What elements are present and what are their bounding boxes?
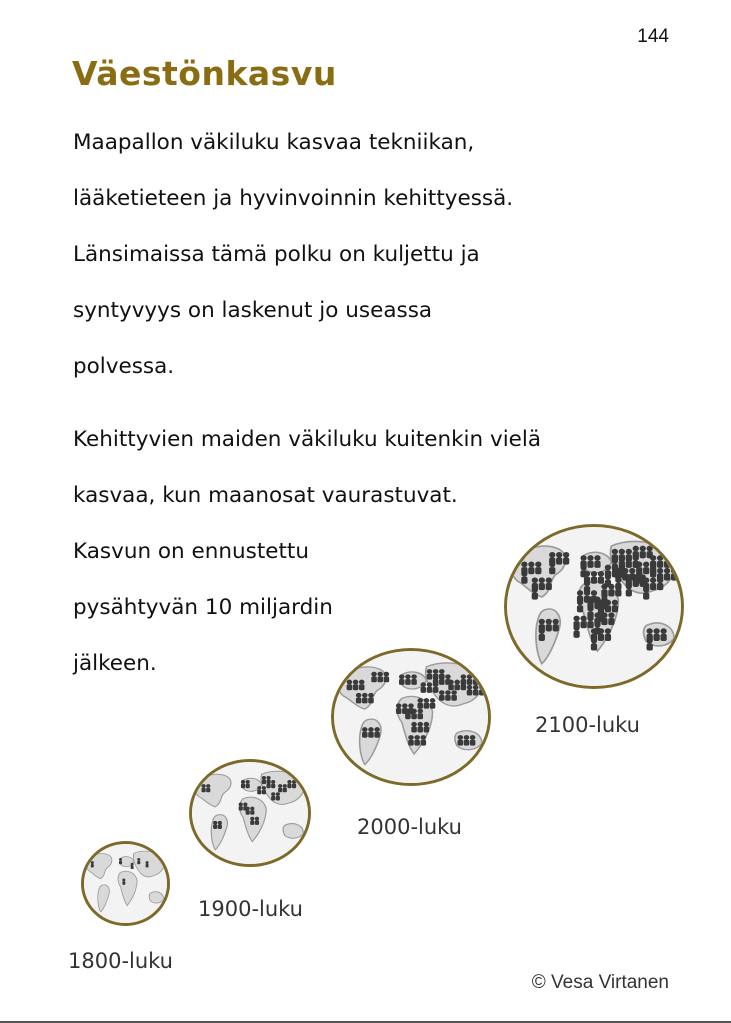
person-icon <box>262 776 266 784</box>
person-icon <box>377 672 383 683</box>
person-icon <box>535 562 541 575</box>
person-icon <box>368 727 374 738</box>
person-icon <box>417 722 423 733</box>
person-icon <box>241 780 245 788</box>
person-icon <box>591 590 597 603</box>
person-icon <box>427 682 433 693</box>
person-icon <box>650 565 656 578</box>
person-icon <box>283 784 287 792</box>
person-icon <box>608 612 614 625</box>
person-icon <box>362 727 368 738</box>
paragraph-1 <box>73 115 513 395</box>
person-icon <box>424 722 430 733</box>
person-icon <box>250 807 254 815</box>
person-icon <box>405 674 411 685</box>
person-icon <box>347 680 353 691</box>
world-map-icon <box>84 844 167 923</box>
person-icon <box>119 858 122 864</box>
person-icon <box>643 587 649 600</box>
person-icon <box>411 674 417 685</box>
paragraph-line: Maapallon väkiluku kasvaa tekniikan, <box>73 130 475 155</box>
person-icon <box>539 628 545 641</box>
person-icon <box>421 682 427 693</box>
person-icon <box>622 568 628 581</box>
person-icon <box>650 577 656 590</box>
person-icon <box>408 735 414 746</box>
page-number: 144 <box>637 26 669 47</box>
person-icon <box>587 555 593 568</box>
person-icon <box>421 735 427 746</box>
paragraph-line: syntyvyys on laskenut jo useassa <box>73 298 433 323</box>
person-icon <box>396 703 402 714</box>
person-icon <box>439 690 445 701</box>
person-icon <box>587 616 593 629</box>
person-icon <box>539 577 545 590</box>
person-icon <box>430 698 436 709</box>
person-icon <box>580 616 586 629</box>
paragraph-line: Länsimaissa tämä polku on kuljettu ja <box>73 242 480 267</box>
globe-2000 <box>331 648 491 786</box>
paragraph-line: Kasvun on ennustettu <box>73 539 309 564</box>
paragraph-line: jälkeen. <box>73 651 157 676</box>
person-icon <box>202 784 206 792</box>
person-icon <box>546 619 552 632</box>
person-icon <box>594 555 600 568</box>
person-icon <box>353 680 359 691</box>
paragraph-line: kasvaa, kun maanosat vaurastuvat. <box>73 483 458 508</box>
person-icon <box>213 821 217 829</box>
person-icon <box>546 577 552 590</box>
person-icon <box>91 861 94 867</box>
continent-shape <box>149 892 164 903</box>
person-icon <box>399 674 405 685</box>
person-icon <box>654 628 660 641</box>
person-icon <box>239 802 243 810</box>
person-icon <box>368 693 374 704</box>
person-icon <box>146 861 149 867</box>
person-icon <box>598 609 604 622</box>
paragraph-2 <box>73 412 541 692</box>
person-icon <box>433 669 439 680</box>
person-icon <box>411 722 417 733</box>
era-label-2000: 2000-luku <box>357 815 462 839</box>
person-icon <box>629 568 635 581</box>
person-icon <box>470 735 476 746</box>
person-icon <box>218 821 222 829</box>
paragraph-line: polvessa. <box>73 354 175 379</box>
person-icon <box>359 680 365 691</box>
person-icon <box>122 879 125 885</box>
person-icon <box>660 628 666 641</box>
person-icon <box>417 698 423 709</box>
era-label-1900: 1900-luku <box>198 897 303 921</box>
person-icon <box>250 817 254 825</box>
person-icon <box>461 674 467 685</box>
person-icon <box>473 685 479 696</box>
person-icon <box>605 600 611 613</box>
person-icon <box>657 577 663 590</box>
person-icon <box>671 568 677 581</box>
person-icon <box>640 546 646 559</box>
person-icon <box>532 587 538 600</box>
person-icon <box>287 780 291 788</box>
person-icon <box>408 703 414 714</box>
person-icon <box>664 555 670 568</box>
continent-shape <box>283 824 303 839</box>
person-icon <box>243 802 247 810</box>
person-icon <box>374 727 380 738</box>
person-icon <box>664 568 670 581</box>
person-icon <box>451 690 457 701</box>
person-icon <box>292 780 296 788</box>
person-icon <box>598 628 604 641</box>
person-icon <box>255 817 259 825</box>
person-icon <box>439 669 445 680</box>
person-icon <box>271 780 275 788</box>
person-icon <box>605 628 611 641</box>
person-icon <box>591 571 597 584</box>
person-icon <box>362 693 368 704</box>
person-icon <box>643 562 649 575</box>
person-icon <box>137 858 140 864</box>
person-icon <box>257 786 261 794</box>
person-icon <box>528 562 534 575</box>
person-icon <box>371 672 377 683</box>
person-icon <box>612 600 618 613</box>
page-title: Väestönkasvu <box>72 54 337 93</box>
person-icon <box>633 555 639 568</box>
person-icon <box>615 577 621 590</box>
person-icon <box>356 693 362 704</box>
person-icon <box>647 546 653 559</box>
person-icon <box>266 776 270 784</box>
paragraph-line: lääketieteen ja hyvinvoinnin kehittyessä. <box>73 186 514 211</box>
person-icon <box>445 690 451 701</box>
person-icon <box>657 555 663 568</box>
person-icon <box>556 552 562 565</box>
globe-2100 <box>504 524 684 689</box>
person-icon <box>427 669 433 680</box>
paragraph-line: Kehittyvien maiden väkiluku kuitenkin vielä <box>73 427 542 452</box>
person-icon <box>598 571 604 584</box>
person-icon <box>563 552 569 565</box>
copyright-notice: © Vesa Virtanen <box>531 972 669 993</box>
person-icon <box>424 698 430 709</box>
person-icon <box>619 549 625 562</box>
person-icon <box>521 571 527 584</box>
person-icon <box>608 584 614 597</box>
person-icon <box>626 584 632 597</box>
globe-1800 <box>81 841 170 926</box>
person-icon <box>553 619 559 632</box>
person-icon <box>271 792 275 800</box>
person-icon <box>384 672 390 683</box>
globe-1900 <box>189 759 311 867</box>
person-icon <box>131 863 134 869</box>
person-icon <box>458 735 464 746</box>
world-map-icon <box>192 762 308 864</box>
world-map-icon <box>334 651 488 783</box>
era-label-2100: 2100-luku <box>535 713 640 737</box>
person-icon <box>454 680 460 691</box>
person-icon <box>276 792 280 800</box>
person-icon <box>262 786 266 794</box>
paragraph-line: pysähtyvän 10 miljardin <box>73 595 333 620</box>
person-icon <box>246 780 250 788</box>
person-icon <box>206 784 210 792</box>
person-icon <box>467 685 473 696</box>
person-icon <box>417 709 423 720</box>
person-icon <box>278 784 282 792</box>
era-label-1800: 1800-luku <box>68 949 173 973</box>
person-icon <box>591 638 597 651</box>
person-icon <box>448 680 454 691</box>
person-icon <box>647 638 653 651</box>
person-icon <box>402 703 408 714</box>
person-icon <box>467 674 473 685</box>
person-icon <box>549 562 555 575</box>
world-map-icon <box>507 527 681 686</box>
person-icon <box>464 735 470 746</box>
person-icon <box>577 600 583 613</box>
person-icon <box>414 735 420 746</box>
person-icon <box>626 549 632 562</box>
person-icon <box>573 625 579 638</box>
person-icon <box>584 581 590 594</box>
